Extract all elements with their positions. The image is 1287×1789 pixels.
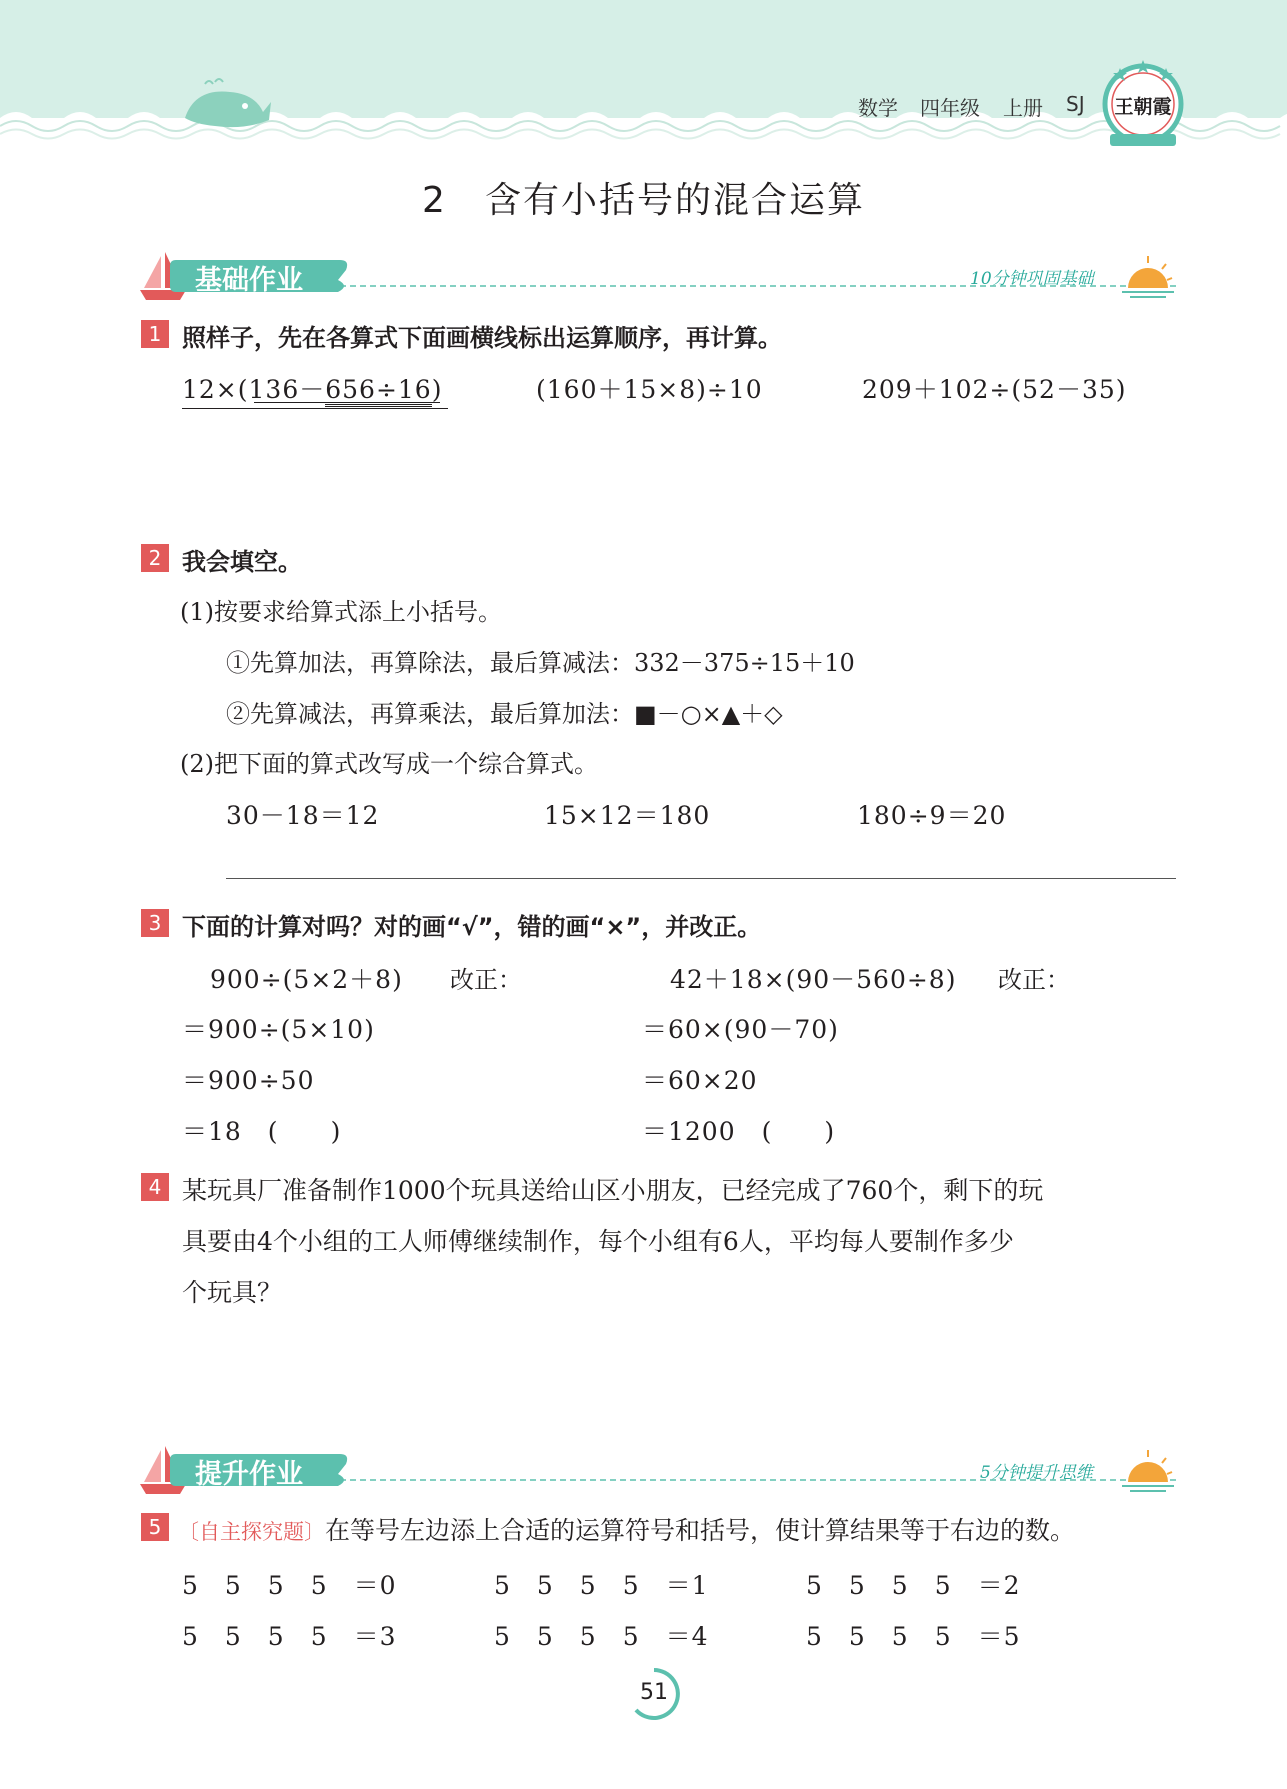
q4-line-2: 具要由4个小组的工人师傅继续制作，每个小组有6人，平均每人要制作多少: [182, 1227, 1014, 1256]
question-number-5: 5: [141, 1513, 169, 1541]
q5-equation-1[interactable]: 5 5 5 5 ＝1: [494, 1571, 709, 1600]
q1-example-formula: [182, 370, 442, 406]
q2-equation-3: 180÷9＝20: [857, 801, 1007, 830]
q2-part1: (1)按要求给算式添上小括号。: [180, 598, 502, 626]
question-1-text: 照样子，先在各算式下面画横线标出运算顺序，再计算。: [182, 324, 782, 352]
q3-left-line-3: ＝900÷50: [182, 1066, 315, 1095]
logo-text: 王朝霞: [1114, 96, 1172, 118]
q2-item2: ②先算减法，再算乘法，最后算加法：■－○×▲＋◇: [226, 700, 783, 728]
question-number-1: 1: [141, 320, 169, 348]
sunrise-icon: [1122, 1448, 1176, 1496]
header-edition: SJ: [1066, 92, 1085, 116]
q3-right-line-3: ＝60×20: [642, 1066, 758, 1095]
question-2-text: 我会填空。: [182, 548, 302, 576]
q3-right-line-4[interactable]: ＝1200 ( ): [642, 1117, 836, 1146]
advanced-section-note: 5分钟提升思维: [980, 1463, 1093, 1483]
q1-example-part2: 656÷16: [325, 375, 431, 407]
q5-text: 在等号左边添上合适的运算符号和括号，使计算结果等于右边的数。: [325, 1516, 1076, 1545]
q5-equation-3[interactable]: 5 5 5 5 ＝3: [182, 1622, 397, 1651]
page-title: 2 含有小括号的混合运算: [422, 180, 865, 221]
sunrise-icon: [1122, 254, 1176, 302]
q1-example-outer-underline: [254, 402, 440, 403]
q3-right-line-1: 42＋18×(90－560÷8): [670, 965, 957, 994]
basic-section-label: 基础作业: [195, 265, 303, 296]
q5-equation-5[interactable]: 5 5 5 5 ＝5: [806, 1622, 1021, 1651]
q1-formula-3: 209＋102÷(52－35): [862, 375, 1127, 404]
q3-left-line-2: ＝900÷(5×10): [182, 1015, 375, 1044]
q1-formula-2: (160＋15×8)÷10: [536, 375, 763, 404]
question-number-3: 3: [141, 909, 169, 937]
question-number-4: 4: [141, 1173, 169, 1201]
basic-section-banner: [140, 246, 1176, 306]
header-grade: 四年级: [920, 96, 980, 120]
q3-right-line-2: ＝60×(90－70): [642, 1015, 839, 1044]
q4-line-1: 某玩具厂准备制作1000个玩具送给山区小朋友，已经完成了760个，剩下的玩: [182, 1176, 1044, 1205]
q5-equation-4[interactable]: 5 5 5 5 ＝4: [494, 1622, 709, 1651]
q2-part2: (2)把下面的算式改写成一个综合算式。: [180, 750, 598, 778]
question-3-text: 下面的计算对吗？对的画“√”，错的画“×”，并改正。: [182, 913, 762, 941]
q1-example-full-underline: [182, 408, 448, 409]
basic-section-note: 10分钟巩固基础: [970, 269, 1094, 289]
q5-line: [178, 1511, 1075, 1547]
q2-equation-2: 15×12＝180: [544, 801, 711, 830]
q4-line-3: 个玩具？: [182, 1278, 283, 1307]
q3-left-line-4[interactable]: ＝18 ( ): [182, 1117, 342, 1146]
q5-equation-0[interactable]: 5 5 5 5 ＝0: [182, 1571, 397, 1600]
header-subject: 数学: [858, 96, 898, 120]
question-number-2: 2: [141, 544, 169, 572]
whale-icon: [175, 78, 275, 130]
advanced-section-label: 提升作业: [195, 1459, 303, 1490]
header-volume: 上册: [1003, 96, 1043, 120]
q2-answer-line[interactable]: [226, 878, 1176, 879]
q3-right-fix-label: 改正：: [998, 966, 1070, 994]
q3-left-fix-label: 改正：: [450, 966, 522, 994]
q5-equation-2[interactable]: 5 5 5 5 ＝2: [806, 1571, 1021, 1600]
page-number: 51: [640, 1680, 668, 1705]
q5-tag: 〔自主探究题〕: [178, 1520, 325, 1544]
q1-example-part1: 12×(136－: [182, 375, 326, 404]
q3-left-line-1: 900÷(5×2＋8): [210, 965, 403, 994]
q1-example-part3: ): [431, 375, 443, 404]
advanced-section-banner: [140, 1440, 1176, 1500]
q2-item1: ①先算加法，再算除法，最后算减法：332－375÷15＋10: [226, 649, 855, 677]
q2-equation-1: 30－18＝12: [226, 801, 380, 830]
brand-logo: [1100, 58, 1186, 150]
